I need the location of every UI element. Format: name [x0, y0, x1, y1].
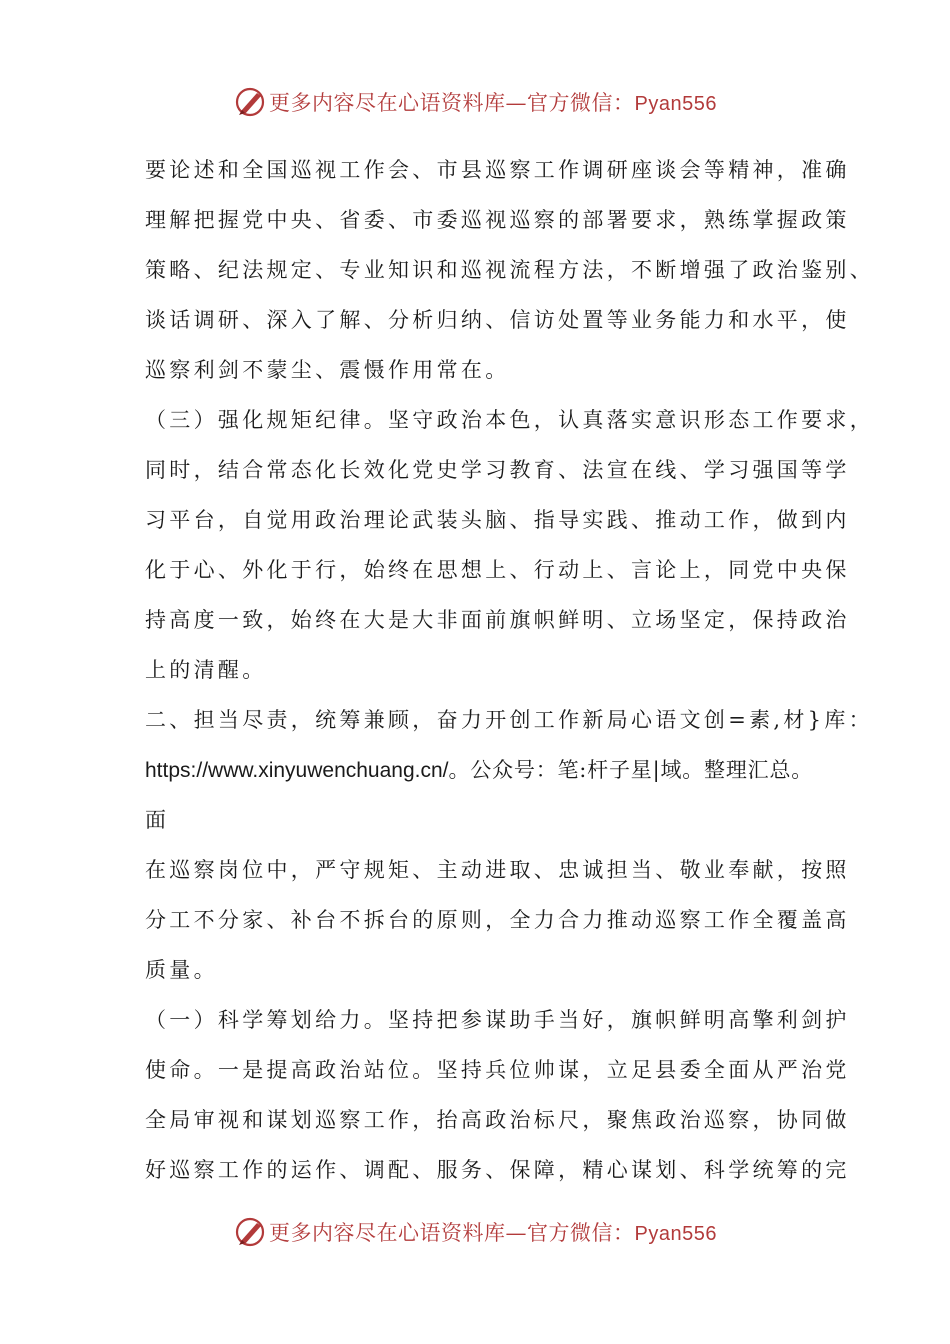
- url-line: [145, 750, 835, 800]
- text-line: 使命。一是提高政治站位。坚持兵位帅谋，立足县委全面从严治党: [145, 1058, 850, 1082]
- text-line: （一）科学筹划给力。坚持把参谋助手当好，旗帜鲜明高擎利剑护: [145, 1008, 850, 1032]
- text-line: （三）强化规矩纪律。坚守政治本色，认真落实意识形态工作要求，: [145, 408, 874, 432]
- text-line: 面: [145, 808, 170, 832]
- text-line: 上的清醒。: [145, 658, 267, 682]
- text-line: 在巡察岗位中，严守规矩、主动进取、忠诚担当、敬业奉献，按照: [145, 858, 850, 882]
- text-line: 分工不分家、补台不拆台的原则，全力合力推动巡察工作全覆盖高: [145, 908, 850, 932]
- source-url: https://www.xinyuwenchuang.cn/: [145, 759, 449, 782]
- text-line: 习平台，自觉用政治理论武装头脑、指导实践、推动工作，做到内: [145, 508, 850, 532]
- document-body: [145, 150, 874, 1200]
- text-line: 巡察利剑不蒙尘、震慑作用常在。: [145, 358, 510, 382]
- watermark-text: 更多内容尽在心语资料库—官方微信：Pyan556: [269, 91, 717, 115]
- text-line: 全局审视和谋划巡察工作，抬高政治标尺，聚焦政治巡察，协同做: [145, 1108, 850, 1132]
- text-line: 好巡察工作的运作、调配、服务、保障，精心谋划、科学统筹的完: [145, 1158, 850, 1182]
- text-line: 化于心、外化于行，始终在思想上、行动上、言论上，同党中央保: [145, 558, 850, 582]
- watermark-header: [0, 82, 950, 122]
- section-heading: 二、担当尽责，统筹兼顾，奋力开创工作新局心语文创=素,材}库：: [145, 708, 873, 732]
- text-line: 同时，结合常态化长效化党史学习教育、法宣在线、学习强国等学: [145, 458, 850, 482]
- pen-logo-icon: [233, 1215, 267, 1249]
- watermark-footer: [0, 1212, 950, 1252]
- text-line: 策略、纪法规定、专业知识和巡视流程方法，不断增强了政治鉴别、: [145, 258, 874, 282]
- text-line: 要论述和全国巡视工作会、市县巡察工作调研座谈会等精神，准确: [145, 158, 850, 182]
- url-line-suffix: 。公众号：笔:杆子星|域。整理汇总。: [448, 758, 814, 782]
- text-line: 理解把握党中央、省委、市委巡视巡察的部署要求，熟练掌握政策: [145, 208, 850, 232]
- text-line: 持高度一致，始终在大是大非面前旗帜鲜明、立场坚定，保持政治: [145, 608, 850, 632]
- text-line: 谈话调研、深入了解、分析归纳、信访处置等业务能力和水平，使: [145, 308, 850, 332]
- watermark-text: 更多内容尽在心语资料库—官方微信：Pyan556: [269, 1221, 717, 1245]
- text-line: 质量。: [145, 958, 218, 982]
- pen-logo-icon: [233, 85, 267, 119]
